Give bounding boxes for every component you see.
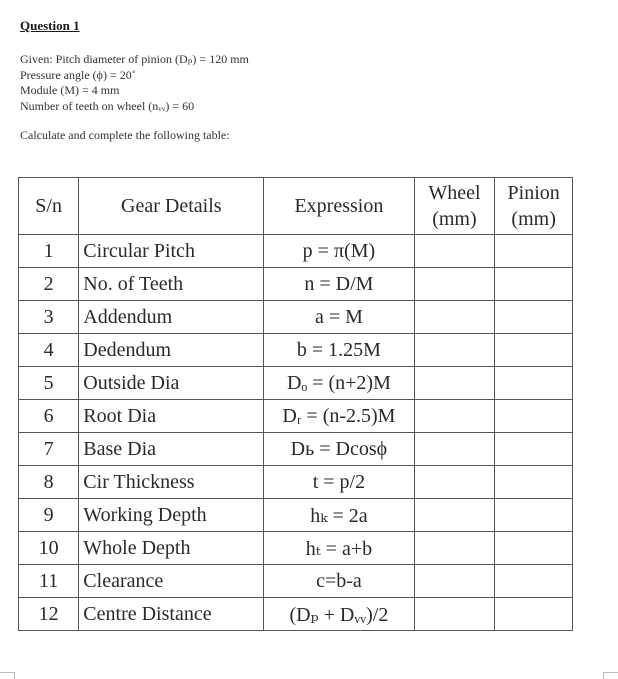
given-teeth-on-wheel: Number of teeth on wheel (nᵥᵥ) = 60 <box>20 98 195 113</box>
row-expression-cell: t = p/2 <box>264 466 414 499</box>
row-expression-cell: Dь = Dcosϕ <box>264 433 414 466</box>
instruction-text: Calculate and complete the following table: <box>20 128 230 142</box>
row-pinion-answer-cell[interactable] <box>495 400 573 433</box>
row-sn-cell: 1 <box>19 235 79 268</box>
table-row <box>19 235 573 268</box>
row-pinion-answer-cell[interactable] <box>495 532 573 565</box>
row-gear-detail-cell: Whole Depth <box>79 532 264 565</box>
row-wheel-answer-cell[interactable] <box>414 334 495 367</box>
row-gear-detail-cell: Centre Distance <box>79 598 264 631</box>
header-wheel-label: Wheel <box>428 182 481 204</box>
row-sn-cell: 4 <box>19 334 79 367</box>
table-row <box>19 565 573 598</box>
row-gear-detail-cell: Working Depth <box>79 499 264 532</box>
row-sn-cell: 9 <box>19 499 79 532</box>
table-row <box>19 400 573 433</box>
row-sn-cell: 6 <box>19 400 79 433</box>
header-wheel-unit: (mm) <box>432 208 477 230</box>
row-expression-cell: hₜ = a+b <box>264 532 414 565</box>
header-pinion-unit: (mm) <box>511 208 556 230</box>
row-sn-cell: 5 <box>19 367 79 400</box>
header-gear-details: Gear Details <box>79 178 264 235</box>
row-expression-cell: hₖ = 2a <box>264 499 414 532</box>
row-wheel-answer-cell[interactable] <box>414 532 495 565</box>
row-pinion-answer-cell[interactable] <box>495 499 573 532</box>
header-sn: S/n <box>19 178 79 235</box>
row-gear-detail-cell: Cir Thickness <box>79 466 264 499</box>
row-wheel-answer-cell[interactable] <box>414 268 495 301</box>
row-pinion-answer-cell[interactable] <box>495 565 573 598</box>
page-corner-left <box>0 672 15 679</box>
row-pinion-answer-cell[interactable] <box>495 466 573 499</box>
row-pinion-answer-cell[interactable] <box>495 334 573 367</box>
row-sn-cell: 11 <box>19 565 79 598</box>
row-gear-detail-cell: Dedendum <box>79 334 264 367</box>
table-row <box>19 532 573 565</box>
given-values <box>20 52 249 114</box>
row-wheel-answer-cell[interactable] <box>414 499 495 532</box>
row-gear-detail-cell: Outside Dia <box>79 367 264 400</box>
row-pinion-answer-cell[interactable] <box>495 268 573 301</box>
table-header-row <box>19 178 573 235</box>
row-sn-cell: 12 <box>19 598 79 631</box>
row-expression-cell: c=b-a <box>264 565 414 598</box>
row-wheel-answer-cell[interactable] <box>414 565 495 598</box>
row-wheel-answer-cell[interactable] <box>414 400 495 433</box>
header-expression: Expression <box>264 178 414 235</box>
table-row <box>19 334 573 367</box>
row-pinion-answer-cell[interactable] <box>495 301 573 334</box>
table-row <box>19 301 573 334</box>
row-gear-detail-cell: Root Dia <box>79 400 264 433</box>
row-gear-detail-cell: Clearance <box>79 565 264 598</box>
given-module: Module (M) = 4 mm <box>20 83 120 97</box>
row-gear-detail-cell: Base Dia <box>79 433 264 466</box>
row-gear-detail-cell: Addendum <box>79 301 264 334</box>
row-expression-cell: a = M <box>264 301 414 334</box>
row-expression-cell: n = D/M <box>264 268 414 301</box>
row-pinion-answer-cell[interactable] <box>495 598 573 631</box>
table-row <box>19 466 573 499</box>
table-row <box>19 367 573 400</box>
row-sn-cell: 10 <box>19 532 79 565</box>
row-wheel-answer-cell[interactable] <box>414 433 495 466</box>
table-body <box>19 235 573 631</box>
row-wheel-answer-cell[interactable] <box>414 466 495 499</box>
row-gear-detail-cell: Circular Pitch <box>79 235 264 268</box>
row-expression-cell: (Dₚ + Dᵥᵥ)/2 <box>264 598 414 631</box>
header-pinion <box>495 178 573 235</box>
table-row <box>19 499 573 532</box>
row-wheel-answer-cell[interactable] <box>414 598 495 631</box>
page-corner-right <box>603 672 618 679</box>
row-sn-cell: 3 <box>19 301 79 334</box>
row-pinion-answer-cell[interactable] <box>495 433 573 466</box>
row-wheel-answer-cell[interactable] <box>414 301 495 334</box>
table-row <box>19 433 573 466</box>
header-wheel <box>414 178 495 235</box>
row-wheel-answer-cell[interactable] <box>414 235 495 268</box>
row-pinion-answer-cell[interactable] <box>495 367 573 400</box>
row-expression-cell: b = 1.25M <box>264 334 414 367</box>
given-pressure-angle: Pressure angle (ϕ) = 20˚ <box>20 67 136 82</box>
given-pitch-diameter: Given: Pitch diameter of pinion (Dₚ) = 120 mm <box>20 52 249 66</box>
row-expression-cell: Dₒ = (n+2)M <box>264 367 414 400</box>
row-sn-cell: 2 <box>19 268 79 301</box>
gear-details-table <box>18 177 573 631</box>
row-sn-cell: 7 <box>19 433 79 466</box>
question-heading: Question 1 <box>20 18 80 33</box>
row-wheel-answer-cell[interactable] <box>414 367 495 400</box>
row-gear-detail-cell: No. of Teeth <box>79 268 264 301</box>
row-expression-cell: Dᵣ = (n-2.5)M <box>264 400 414 433</box>
table-row <box>19 268 573 301</box>
row-pinion-answer-cell[interactable] <box>495 235 573 268</box>
row-expression-cell: p = π(M) <box>264 235 414 268</box>
table-row <box>19 598 573 631</box>
row-sn-cell: 8 <box>19 466 79 499</box>
header-pinion-label: Pinion <box>507 182 560 204</box>
